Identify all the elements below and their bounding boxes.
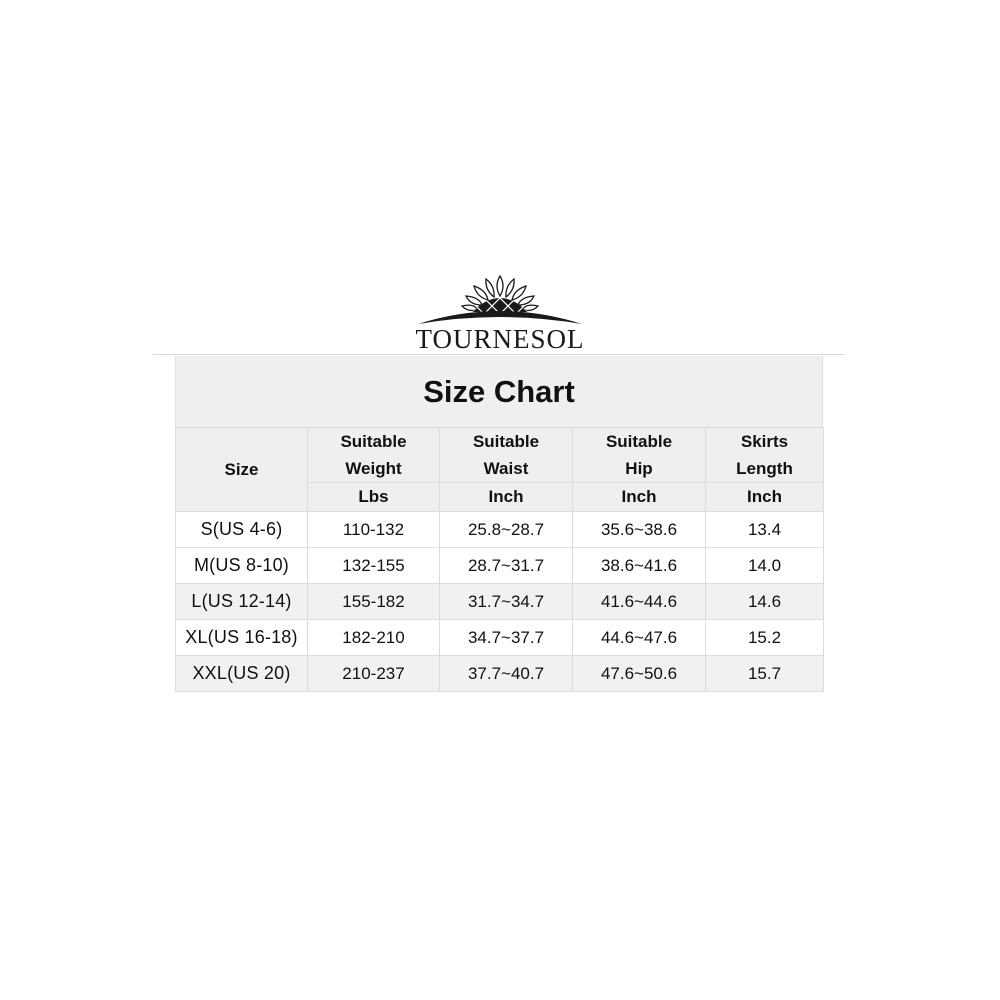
size-cell: L(US 12-14) [176, 584, 308, 620]
unit-hip: Inch [573, 483, 706, 512]
hip-cell: 47.6~50.6 [573, 656, 706, 692]
waist-cell: 28.7~31.7 [440, 548, 573, 584]
size-chart [175, 356, 823, 693]
column-header-waist [440, 428, 573, 483]
chart-title: Size Chart [175, 356, 823, 427]
table-row [176, 656, 824, 692]
weight-cell: 155-182 [308, 584, 440, 620]
brand-logo [400, 270, 600, 354]
waist-cell: 31.7~34.7 [440, 584, 573, 620]
length-cell: 14.6 [706, 584, 824, 620]
weight-cell: 110-132 [308, 512, 440, 548]
column-header-label: Suitable [340, 432, 407, 451]
unit-weight: Lbs [308, 483, 440, 512]
length-cell: 13.4 [706, 512, 824, 548]
weight-cell: 182-210 [308, 620, 440, 656]
weight-cell: 210-237 [308, 656, 440, 692]
hip-cell: 38.6~41.6 [573, 548, 706, 584]
hip-cell: 44.6~47.6 [573, 620, 706, 656]
column-header-label: Weight [345, 459, 402, 478]
column-header-weight [308, 428, 440, 483]
column-header-label: Suitable [605, 432, 673, 451]
hip-cell: 35.6~38.6 [573, 512, 706, 548]
length-cell: 14.0 [706, 548, 824, 584]
column-header-label: Waist [483, 459, 529, 478]
waist-cell: 25.8~28.7 [440, 512, 573, 548]
waist-cell: 37.7~40.7 [440, 656, 573, 692]
unit-waist: Inch [440, 483, 573, 512]
weight-cell: 132-155 [308, 548, 440, 584]
size-cell: XXL(US 20) [176, 656, 308, 692]
length-cell: 15.2 [706, 620, 824, 656]
column-header-label: Hip [625, 459, 653, 478]
table-row [176, 620, 824, 656]
column-header-label: Suitable [472, 432, 540, 451]
unit-skirts-length: Inch [706, 483, 824, 512]
size-cell: M(US 8-10) [176, 548, 308, 584]
size-cell: S(US 4-6) [176, 512, 308, 548]
waist-cell: 34.7~37.7 [440, 620, 573, 656]
size-cell: XL(US 16-18) [176, 620, 308, 656]
size-table [175, 427, 824, 692]
table-row [176, 548, 824, 584]
table-row [176, 512, 824, 548]
hip-cell: 41.6~44.6 [573, 584, 706, 620]
header-divider [153, 354, 845, 355]
brand-name: TOURNESOL [415, 324, 585, 354]
column-header-size: Size [176, 428, 308, 512]
column-header-skirts-length [706, 428, 824, 483]
length-cell: 15.7 [706, 656, 824, 692]
sunflower-logo-icon [400, 270, 600, 326]
column-header-label: Length [736, 459, 793, 478]
column-header-hip [573, 428, 706, 483]
table-header-row [176, 428, 824, 483]
column-header-label: Skirts [740, 432, 789, 451]
table-row [176, 584, 824, 620]
